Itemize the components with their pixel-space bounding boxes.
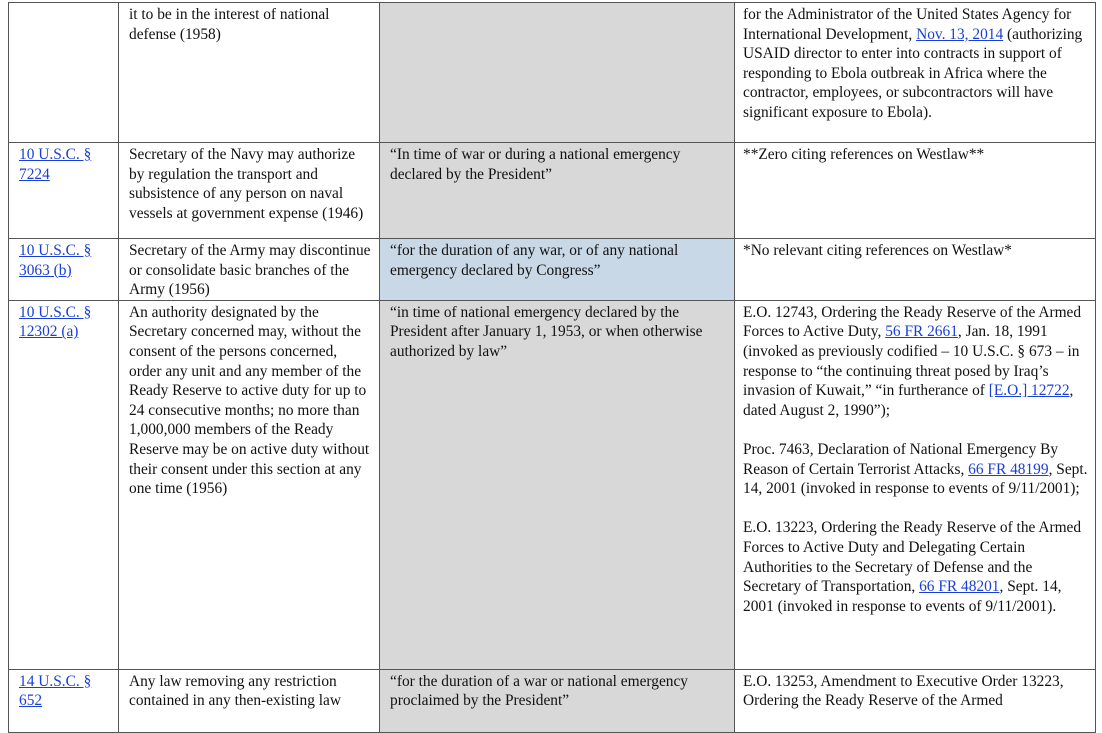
statute-cell <box>9 143 119 239</box>
table-row <box>9 143 1096 239</box>
trigger-cell: “for the duration of a war or national emergency proclaimed by the President” <box>380 669 735 732</box>
citation-link[interactable]: 56 FR 2661 <box>885 323 958 341</box>
trigger-cell <box>380 3 735 143</box>
statute-cell <box>9 239 119 301</box>
table-row <box>9 300 1096 669</box>
use-entry: **Zero citing references on Westlaw** <box>743 146 985 163</box>
citation-link[interactable]: [E.O.] 12722 <box>988 382 1070 400</box>
description-cell: Secretary of the Navy may authorize by regulation the transport and subsistence of any person on naval vessels at government expense (1946) <box>119 143 380 239</box>
citation-link[interactable]: Nov. 13, 2014 <box>916 25 1004 43</box>
use-entry: *No relevant citing references on Westlaw* <box>743 242 1012 259</box>
statute-link[interactable]: 10 U.S.C. § 3063 (b) <box>19 242 92 279</box>
use-entry: E.O. 12743, Ordering the Ready Reserve of the Armed Forces to Active Duty, 56 FR 2661, Jan. 18, 1991 (invoked as previously codified – 10 U.S.C. § 673 – in response to “the continuing threat posed by Iraq’s invasion of Kuwait,” “in furtherance of [E.O.] 12722, dated August 2, 1990”); <box>743 303 1082 419</box>
use-entry: E.O. 13253, Amendment to Executive Order 13223, Ordering the Ready Reserve of the Armed <box>743 672 1064 710</box>
statute-link[interactable]: 10 U.S.C. § 7224 <box>19 146 92 183</box>
description-cell: Secretary of the Army may discontinue or consolidate basic branches of the Army (1956) <box>119 239 380 301</box>
uses-cell <box>735 669 1096 732</box>
use-entry: for the Administrator of the United States Agency for International Development, Nov. 13, 2014 (authorizing USAID director to enter into contracts in support of responding to Ebola outbreak in Africa where the contractor, employees, or subcontractors will have significant exposure to Ebola). <box>743 6 1083 121</box>
trigger-cell: “in time of national emergency declared by the President after January 1, 1953, or when otherwise authorized by law” <box>380 300 735 669</box>
uses-cell <box>735 143 1096 239</box>
trigger-cell: “In time of war or during a national emergency declared by the President” <box>380 143 735 239</box>
statute-link[interactable]: 14 U.S.C. § 652 <box>19 672 92 710</box>
citation-link[interactable]: 66 FR 48201 <box>919 578 1000 596</box>
statute-cell <box>9 3 119 143</box>
table-row <box>9 3 1096 143</box>
use-entry: Proc. 7463, Declaration of National Emergency By Reason of Certain Terrorist Attacks, 66 FR 48199, Sept. 14, 2001 (invoked in response to events of 9/11/2001); <box>743 440 1088 498</box>
citation-link[interactable]: 66 FR 48199 <box>968 460 1049 478</box>
emergency-powers-table <box>8 2 1096 733</box>
uses-cell <box>735 300 1096 669</box>
description-cell: An authority designated by the Secretary concerned may, without the consent of the persons concerned, order any unit and any member of the Ready Reserve to active duty for up to 24 consecutive months; no more than 1,000,000 members of the Ready Reserve may be on active duty without their consent under this section at any one time (1956) <box>119 300 380 669</box>
description-cell: it to be in the interest of national defense (1958) <box>119 3 380 143</box>
trigger-cell: “for the duration of any war, or of any national emergency declared by Congress” <box>380 239 735 301</box>
use-entry: E.O. 13223, Ordering the Ready Reserve of the Armed Forces to Active Duty and Delegating Certain Authorities to the Secretary of Defense and the Secretary of Transportation, 66 FR 48201, Sept. 14, 2001 (invoked in response to events of 9/11/2001). <box>743 519 1082 615</box>
statute-cell <box>9 300 119 669</box>
uses-cell <box>735 3 1096 143</box>
description-cell: Any law removing any restriction contained in any then-existing law <box>119 669 380 732</box>
table-row <box>9 239 1096 301</box>
statute-cell <box>9 669 119 732</box>
uses-cell <box>735 239 1096 301</box>
table-row <box>9 669 1096 732</box>
statute-link[interactable]: 10 U.S.C. § 12302 (a) <box>19 303 92 341</box>
